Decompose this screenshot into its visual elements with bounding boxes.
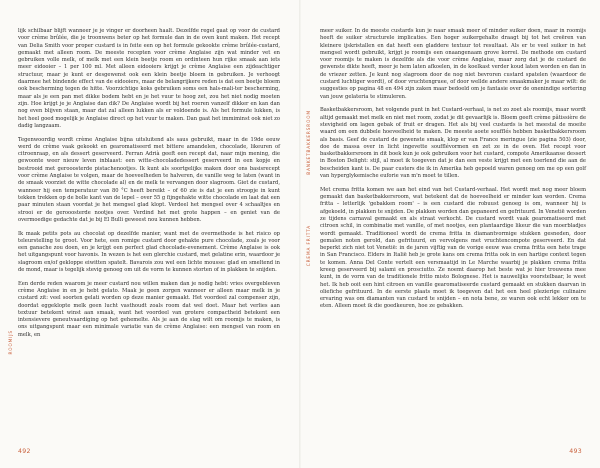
side-label-banketbakkersroom: BANKETBAKKERSROOM	[306, 110, 311, 175]
paragraph: meer suiker. In de meeste custards kun je naar smaak meer of minder suiker doen, maar in roomijs heeft de suiker structurele implicaties. Een hoger suikergehalte draagt bij tot het creëren van kleinere ijskristallen en dat heeft een gladdere textuur tot resultaat. Als er te veel suiker in het mengsel wordt gebruikt, krijgt je roomijs een onaangenaam grove korrel. De methode om custard voor roomijs te maken is dezelfde als die voor crème Anglaise, maar zorg dat je de custard de gewenste dikte heeft, meer je hem laten afkoelen, in de koelkast verder koud laten worden en dan in de vriezer zetten. Je kunt nog slagroom door de nog niet bevroren custard spatelen (waardoor de custard luchtiger wordt), of door vruchtengruee, of door wellde andere smaakmaker je maar wilt: de suggesties op pagina 48 en 494 zijn zaken maar bedoeld om je fantasie over de onenindige sortering van jouw gelateria te stimuleren.	[320, 28, 586, 100]
paragraph: Een derde reden waarom je meer custard nou willen maken dan je nodig hebt: vries overgebleven crème Anglaise in en je hebt gelato. Maak je geen zorgen wanneer er alleen maar melk in je custard zit: veel soorten gelati worden op deze manier gemaakt. Het voordeel zal compenser zijn, doordat eggeklopte melk geen lucht vasthoudt zoals room dat wel doet. Maar het verlies aan textuur betekent winst aan smaak, want het voordeel van grotere compactheid betekent een intensievere geneutvaardiging op het gehemelte. Als je aan de slag wilt om roomijs te maken, is ons uitgangspunt maar een minimale variatie van de crème Anglaise: een mengsel van room en melk, en	[18, 280, 280, 338]
paragraph: Tegenwoordig wordt crème Anglaise bijna uitsluitend als saus gebruikt, maar in de 19de eeuw werd de crème vaak gekookt en gearomatiseerd met bittere amandelen, chocolade, likeuren of citroenraap, en als dessert geserveerd. Ferran Adrià geeft een recept dat, naar mijn mening, die gewoonte weer nieuw leven inblaast: een witte-chocoladedessert geserveerd in een kopje en bestrooid met gerooosterde pistachenootjes. Ik kunt als soortgelijks maken door ons basisrecept voor crème Anglaise te volgen, maar de hoeveelheden te halveren, de vanille weg te laten (want in de smaak voorziet de witte chocolade al) en de melk te vervangen door slagroom. Giet de custard, wanneer hij een temperatuur van 80 °C heeft bereikt – of 60 zie is dat je een stroopje in kunt tekken trekken op de bolle kant van de lepel – over 55 g fijngehakte witte chocolade en laat dat een paar minuten staan voordat je het mengsel glad klopt. Verdeel het mengsel over 4 schaaltjes en strooi er de gerooosterde nootjes over. Verdind het met grote happen – en geniet van de overmoedige gedachte dat je bij El Bulli geweest nou kunnen hebben.	[18, 136, 280, 223]
paragraph: Ik maak petits pots au chocolat op dezelfde manier, want met de overmethode is het risico op teleurstelling te groot. Voor hete, een romige custard door gehakte pure chocolade, zoals je voor een ganache zou doen, en je krijgt een perfect glad chocolade-evenement. Crème Anglaise is ook het uitgangspunt voor havonis. In wezen is het een glerchie custard, met gelatine erin, waardoor je slagroom en/of gekloppe eiwitten spatelt. Bavarois zou wel een lichte mousse: glad en smeltend in de mond, maar is tegelijk stevig genoeg om uit de vorm te kunnen storten of in plakken te snijden.	[18, 230, 280, 273]
side-label-crema-fritta: CREMA FRITTA	[306, 225, 311, 267]
side-label-roomijs: ROOMIJS	[8, 330, 13, 355]
right-column	[320, 28, 586, 314]
page-number-right: 493	[569, 448, 582, 455]
page-number-left: 492	[18, 448, 31, 455]
paragraph: Met crema fritta komen we aan het eind van het Custard-verhaal. Het wordt met nog meer bloem gemaakt dan basketbakkersroom, wat betekent dat de hoeveelheid er minder kan worden. Crema fritta – letterlijk 'gebakken room' – is een custard die robuust genoeg is om, wanneer hij is afgekoeld, in plakken te snijden. De plakken worden dan gepaneerd en gefrituurd. In Venetië worden ze tijdens carnaval gemaakt en als straat verkocht. De custard wordt vaak gearomatiseerd met citroen schil, in combinatie met vanille, of met nootjes, een plantaardige likeur die van moerbladjes wordt gemaakt. Traditioneel wordt de crema fritta in diamantvormige stukken gesneden, door gemalen noten gerold, dan gefrituurd, en vervolgens met vruchtencompote geserveerd. En dat beperkt zich niet tot Venetië: in de jaren vijftig van de vorige eeuw was crema fritta een hete trage in San Francisco. Elders in Italië heb je grote kans om crema fritta ook in een hartige context tegen te komen. Anna Del Conte vertelt een versmaatijd in Le Marche waarbij je plakken crema fritta kreeg geserveerd bij salami en prosciutto. Ze noemt daarop het beste wat je hier trouwens mee kunt, in de vorm van de traditionele fritto misto Bolognese. Het is nauwelijks voorstelbaar, le weet het. Ik heb ooit een hint citroen en vanille gearomatiseerde custard gemaakt en stukken daarvan in oliefiche gefrituurd. In de eerste plaats moet ik toegeven dat het een heel plezierige culinaire ervaring was om diamanten van custard te snijden – en nota bene, ze waren ook echt lekker om te eten. Alleen moet ik die goedkeuren, hoe ze gebakken.	[320, 186, 587, 310]
paragraph: Basketbakkersroom, het volgende punt in het Custard-verhaal, is net zo zoet als roomijs, maar wordt altijd gemaakt met melk en niet met room, zodat je dit gevaarlijk is. Bloem geeft crème pâtissière de stevigheid om lagen gebak of fruit er dragen. Het als bij veel custards is het meestal de moeite waard om een dubbele hoeveelheid te maken. De meeste aoete soufflés hebben basketbakkersroom als basis. Geef de custard de gewenste smaak, klop er van France meringue (zie pagina 503) door, doe de massa over in licht ingevette soufflévormen en zet ze in de oven. Het recept voor basketbakkersroom in dit boek kun je ook gebruiken voor het custard, compote Amerikaanse dessert in Boston Delight: stijl, al moet ik toegeven dat je dan een veste krijgt met een toerlend die aan de bescheiden kant is. De paar custers die ik in Amerika heb gepoeld waren genoeg om me op een golf van hyperglykemische euforie van m'n moet te tillen.	[320, 107, 586, 180]
paragraph: lijk schilbaar blijft wanneer je je vinger er doorheen haalt. Dezelfde regel gaat op voor de custard voor crème brûlée, die je troonwens beter op het formule dan in de oven kunt maken. Het recept van Delia Smith voor proper custard is in feite een op het formule gekookte crème brûlée-custard, gemaakt met alleen room. De meeste recepten voor crème Anglaise zijn wat minder vet en gebruiken volle melk, of melk met een klein beetje room en ordinteen hun rijke smaak aan iets meer eidooier – 1 per 100 ml. Met alleen eidooiers krijgt je crème Anglaise een zijdeachtiger structuur, maar je kunt er desgewenst ook een klein beetje bloem in gebruiken. Je verhoogt daarmee het bindende effect van de eidooiers, maar de belangrijkere reden is dat een beetje bloem ook bescherming tegen de hitte. Voorzichtige koks gebruiken soms een hals-mali-ter bescherming, maar als je een pan met dikke bodem hebt en je het vuur te hoog zet, zou het niet nodig moeten zijn. Hoe krijgt je je Anglaise dan dik? De Anglaise wordt bij het roeren vanzelf dikker en kan dan nog even blijven staan, maar dat zal alleen lukken als er voldoende is. Als het formule lukken, is het heel goed mogelijk je Anglaise direct op het vuur te maken. Dan gaat het immiminst ook niet zo dadig langzaam.	[18, 28, 280, 129]
